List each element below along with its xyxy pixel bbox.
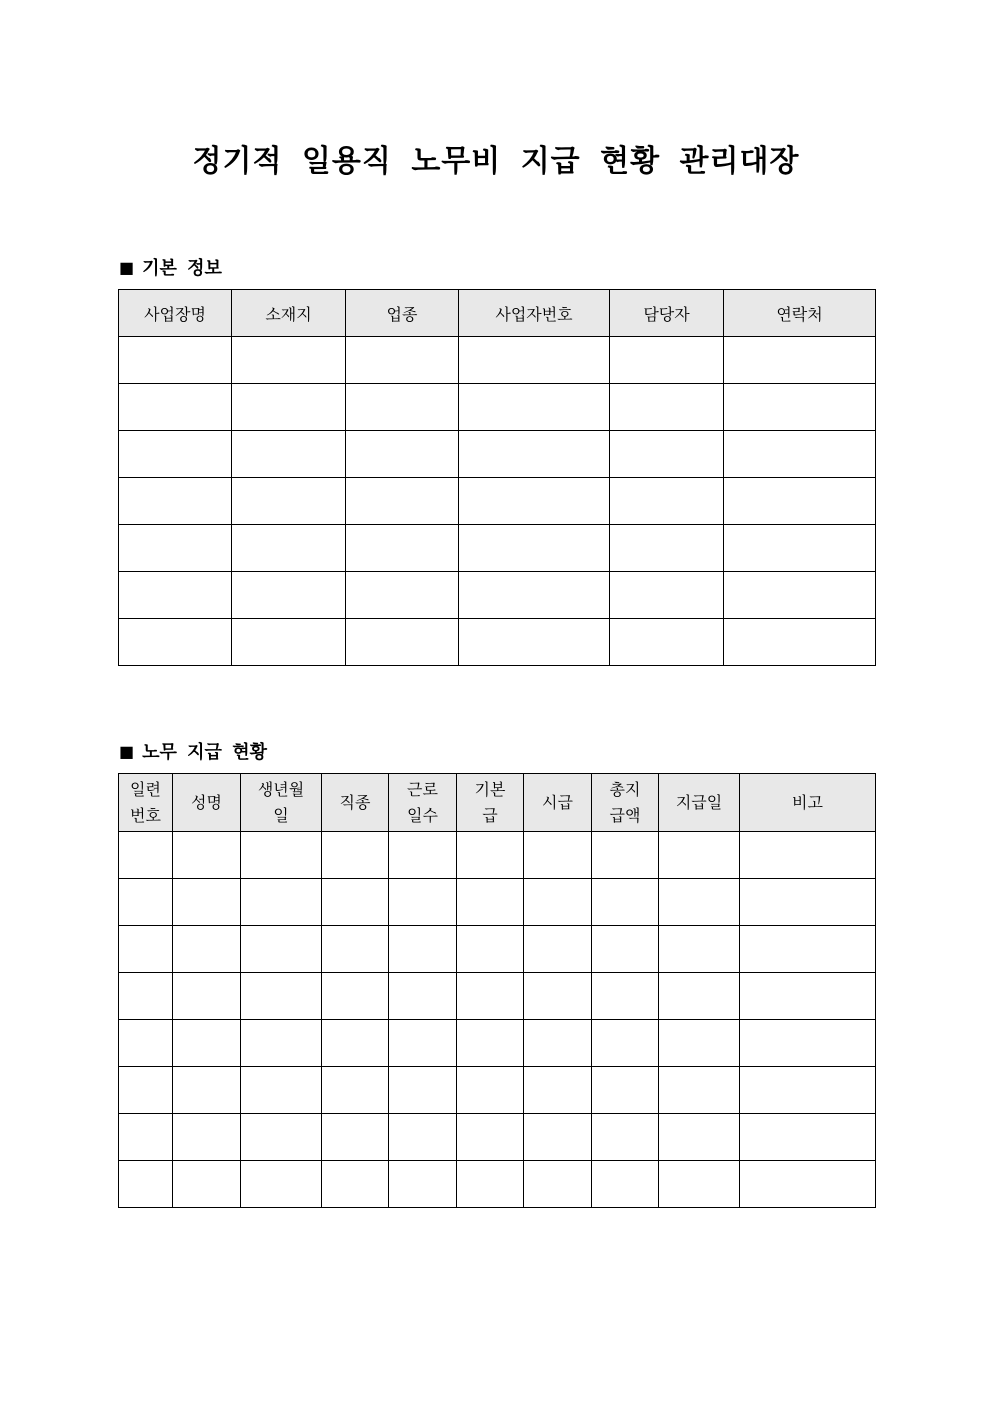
table-row xyxy=(119,525,876,572)
table-cell[interactable] xyxy=(724,478,876,525)
table-cell[interactable] xyxy=(610,619,724,666)
table-cell[interactable] xyxy=(346,337,459,384)
table-cell[interactable] xyxy=(173,1067,241,1114)
table-cell[interactable] xyxy=(322,1067,389,1114)
payment-status-table xyxy=(118,773,876,1208)
column-header-birth-date: 생년월 일 xyxy=(241,774,322,832)
table-cell[interactable] xyxy=(346,478,459,525)
table-cell[interactable] xyxy=(610,337,724,384)
table-cell[interactable] xyxy=(457,832,524,879)
table-cell[interactable] xyxy=(457,879,524,926)
table-cell[interactable] xyxy=(524,1020,592,1067)
table-cell[interactable] xyxy=(459,337,610,384)
table-cell[interactable] xyxy=(524,1114,592,1161)
table-cell[interactable] xyxy=(592,1114,659,1161)
column-header-contact: 연락처 xyxy=(724,290,876,337)
table-cell[interactable] xyxy=(241,1020,322,1067)
table-cell[interactable] xyxy=(592,879,659,926)
table-cell[interactable] xyxy=(232,619,346,666)
table-cell[interactable] xyxy=(724,431,876,478)
table-cell[interactable] xyxy=(724,572,876,619)
table-cell[interactable] xyxy=(459,525,610,572)
table-cell[interactable] xyxy=(389,926,457,973)
square-bullet-icon: ■ xyxy=(119,741,135,761)
table-cell[interactable] xyxy=(119,1114,173,1161)
table-cell[interactable] xyxy=(610,478,724,525)
table-cell[interactable] xyxy=(740,879,876,926)
table-cell[interactable] xyxy=(389,832,457,879)
column-header-business-number: 사업자번호 xyxy=(459,290,610,337)
table-cell[interactable] xyxy=(592,973,659,1020)
table-cell[interactable] xyxy=(740,1020,876,1067)
table-row xyxy=(119,1020,876,1067)
table-cell[interactable] xyxy=(322,1020,389,1067)
table-cell[interactable] xyxy=(232,337,346,384)
table-cell[interactable] xyxy=(241,1114,322,1161)
table-cell[interactable] xyxy=(457,1067,524,1114)
column-header-name: 성명 xyxy=(173,774,241,832)
table-cell[interactable] xyxy=(389,879,457,926)
table-cell[interactable] xyxy=(524,832,592,879)
table-cell[interactable] xyxy=(659,973,740,1020)
table-cell[interactable] xyxy=(724,619,876,666)
table-cell[interactable] xyxy=(173,1114,241,1161)
table-cell[interactable] xyxy=(724,384,876,431)
table-cell[interactable] xyxy=(457,1161,524,1208)
table-cell[interactable] xyxy=(232,525,346,572)
table-row xyxy=(119,973,876,1020)
column-header-base-pay: 기본 급 xyxy=(457,774,524,832)
table-cell[interactable] xyxy=(740,926,876,973)
table-header-row xyxy=(119,290,876,337)
table-cell[interactable] xyxy=(659,926,740,973)
table-cell[interactable] xyxy=(322,1161,389,1208)
table-cell[interactable] xyxy=(346,384,459,431)
column-header-job-type: 직종 xyxy=(322,774,389,832)
section-heading-label: 기본 정보 xyxy=(142,258,222,279)
table-cell[interactable] xyxy=(322,832,389,879)
table-cell[interactable] xyxy=(459,572,610,619)
table-cell[interactable] xyxy=(119,478,232,525)
table-cell[interactable] xyxy=(740,832,876,879)
table-cell[interactable] xyxy=(173,973,241,1020)
table-cell[interactable] xyxy=(592,1161,659,1208)
table-cell[interactable] xyxy=(346,619,459,666)
table-row xyxy=(119,384,876,431)
table-cell[interactable] xyxy=(659,832,740,879)
column-header-pay-date: 지급일 xyxy=(659,774,740,832)
table-cell[interactable] xyxy=(524,1161,592,1208)
table-cell[interactable] xyxy=(389,1114,457,1161)
table-row xyxy=(119,572,876,619)
table-cell[interactable] xyxy=(241,879,322,926)
table-cell[interactable] xyxy=(119,973,173,1020)
table-row xyxy=(119,478,876,525)
table-cell[interactable] xyxy=(346,572,459,619)
column-header-work-days: 근로 일수 xyxy=(389,774,457,832)
table-cell[interactable] xyxy=(173,832,241,879)
column-header-hourly-wage: 시급 xyxy=(524,774,592,832)
square-bullet-icon: ■ xyxy=(119,257,135,277)
table-cell[interactable] xyxy=(524,879,592,926)
table-cell[interactable] xyxy=(524,973,592,1020)
section-heading-basic-info xyxy=(119,254,222,280)
table-row xyxy=(119,879,876,926)
table-cell[interactable] xyxy=(659,1161,740,1208)
table-cell[interactable] xyxy=(724,337,876,384)
table-cell[interactable] xyxy=(659,1114,740,1161)
table-cell[interactable] xyxy=(459,431,610,478)
table-cell[interactable] xyxy=(524,1067,592,1114)
table-cell[interactable] xyxy=(119,572,232,619)
table-cell[interactable] xyxy=(119,384,232,431)
section-heading-payment-status xyxy=(119,738,267,764)
table-cell[interactable] xyxy=(724,525,876,572)
table-cell[interactable] xyxy=(241,973,322,1020)
table-cell[interactable] xyxy=(173,1161,241,1208)
table-cell[interactable] xyxy=(119,525,232,572)
table-cell[interactable] xyxy=(592,1020,659,1067)
table-cell[interactable] xyxy=(659,1020,740,1067)
column-header-location: 소재지 xyxy=(232,290,346,337)
table-cell[interactable] xyxy=(459,478,610,525)
table-cell[interactable] xyxy=(610,431,724,478)
table-cell[interactable] xyxy=(232,431,346,478)
table-cell[interactable] xyxy=(173,1020,241,1067)
table-cell[interactable] xyxy=(346,431,459,478)
table-row xyxy=(119,1114,876,1161)
table-cell[interactable] xyxy=(592,1067,659,1114)
column-header-industry: 업종 xyxy=(346,290,459,337)
table-cell[interactable] xyxy=(457,1020,524,1067)
table-cell[interactable] xyxy=(173,926,241,973)
table-cell[interactable] xyxy=(740,1114,876,1161)
table-cell[interactable] xyxy=(457,1114,524,1161)
table-row xyxy=(119,337,876,384)
table-cell[interactable] xyxy=(610,572,724,619)
column-header-remarks: 비고 xyxy=(740,774,876,832)
column-header-site-name: 사업장명 xyxy=(119,290,232,337)
table-cell[interactable] xyxy=(119,1161,173,1208)
table-cell[interactable] xyxy=(119,832,173,879)
table-cell[interactable] xyxy=(740,1161,876,1208)
section-heading-label: 노무 지급 현황 xyxy=(142,742,267,763)
table-cell[interactable] xyxy=(524,926,592,973)
table-cell[interactable] xyxy=(389,1067,457,1114)
table-cell[interactable] xyxy=(173,879,241,926)
table-cell[interactable] xyxy=(232,478,346,525)
table-cell[interactable] xyxy=(322,1114,389,1161)
table-header-row xyxy=(119,774,876,832)
table-row xyxy=(119,926,876,973)
table-cell[interactable] xyxy=(119,337,232,384)
table-cell[interactable] xyxy=(659,1067,740,1114)
table-cell[interactable] xyxy=(459,384,610,431)
table-cell[interactable] xyxy=(659,879,740,926)
table-cell[interactable] xyxy=(610,525,724,572)
table-cell[interactable] xyxy=(232,572,346,619)
table-cell[interactable] xyxy=(740,1067,876,1114)
table-cell[interactable] xyxy=(457,973,524,1020)
table-row xyxy=(119,832,876,879)
table-cell[interactable] xyxy=(592,832,659,879)
table-cell[interactable] xyxy=(389,973,457,1020)
table-cell[interactable] xyxy=(322,926,389,973)
table-cell[interactable] xyxy=(740,973,876,1020)
table-cell[interactable] xyxy=(119,619,232,666)
basic-info-table xyxy=(118,289,876,666)
table-cell[interactable] xyxy=(119,879,173,926)
table-cell[interactable] xyxy=(119,926,173,973)
table-cell[interactable] xyxy=(610,384,724,431)
table-row xyxy=(119,1067,876,1114)
table-row xyxy=(119,431,876,478)
column-header-manager: 담당자 xyxy=(610,290,724,337)
column-header-serial-number: 일련 번호 xyxy=(119,774,173,832)
table-cell[interactable] xyxy=(322,879,389,926)
table-cell[interactable] xyxy=(389,1020,457,1067)
table-cell[interactable] xyxy=(322,973,389,1020)
table-cell[interactable] xyxy=(119,431,232,478)
document-title: 정기적 일용직 노무비 지급 현황 관리대장 xyxy=(192,144,800,179)
column-header-total-paid: 총지 급액 xyxy=(592,774,659,832)
table-cell[interactable] xyxy=(459,619,610,666)
table-cell[interactable] xyxy=(119,1020,173,1067)
table-cell[interactable] xyxy=(241,832,322,879)
table-row xyxy=(119,619,876,666)
table-cell[interactable] xyxy=(119,1067,173,1114)
table-cell[interactable] xyxy=(241,1161,322,1208)
table-cell[interactable] xyxy=(592,926,659,973)
table-cell[interactable] xyxy=(232,384,346,431)
table-cell[interactable] xyxy=(457,926,524,973)
table-cell[interactable] xyxy=(389,1161,457,1208)
table-cell[interactable] xyxy=(241,926,322,973)
table-row xyxy=(119,1161,876,1208)
table-cell[interactable] xyxy=(346,525,459,572)
table-cell[interactable] xyxy=(241,1067,322,1114)
